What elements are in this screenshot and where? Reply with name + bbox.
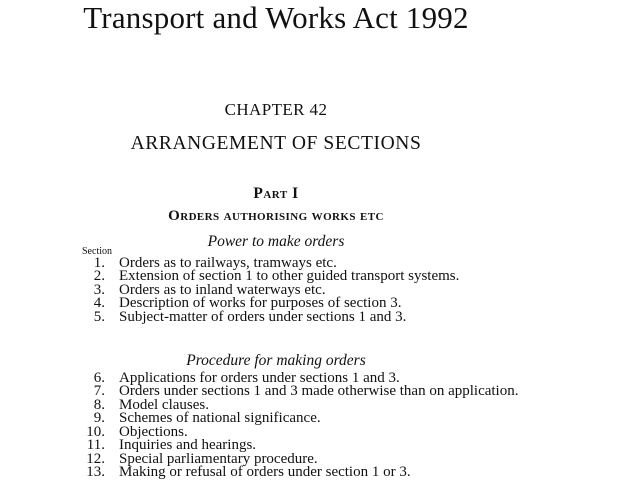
section-number: 6. bbox=[93, 370, 105, 386]
section-title: Model clauses. bbox=[119, 396, 209, 413]
section-title: Orders as to railways, tramways etc. bbox=[119, 255, 337, 271]
section-title: Description of works for purposes of section 3. bbox=[119, 295, 402, 312]
section-title: Orders as to inland waterways etc. bbox=[119, 281, 326, 298]
section-number: 10. bbox=[86, 423, 105, 440]
section-title: Special parliamentary procedure. bbox=[119, 450, 318, 467]
section-list-procedure-for-making-orders bbox=[0, 372, 640, 480]
section-title: Objections. bbox=[119, 423, 188, 440]
section-title: Subject-matter of orders under sections 1 and 3. bbox=[119, 308, 407, 325]
part-1-subject-heading: Orders authorising works etc bbox=[168, 208, 384, 224]
section-list-power-to-make-orders bbox=[0, 257, 640, 324]
section-number: 3. bbox=[93, 281, 105, 298]
section-title: Orders under sections 1 and 3 made otherwise than on application. bbox=[119, 383, 519, 400]
subheading-power-to-make-orders: Power to make orders bbox=[207, 233, 345, 250]
section-number: 11. bbox=[86, 437, 105, 454]
section-number: 9. bbox=[93, 410, 105, 427]
section-title: Inquiries and hearings. bbox=[119, 437, 257, 454]
section-item-5 bbox=[0, 308, 640, 325]
section-number: 1. bbox=[93, 255, 105, 271]
act-title: Transport and Works Act 1992 bbox=[83, 0, 469, 35]
section-column-label: Section bbox=[82, 246, 112, 257]
section-title: Applications for orders under sections 1 and 3. bbox=[119, 370, 400, 386]
part-1-heading: Part I bbox=[253, 185, 299, 202]
section-item-13 bbox=[0, 466, 640, 479]
section-number: 5. bbox=[93, 308, 105, 325]
arrangement-of-sections-heading: ARRANGEMENT OF SECTIONS bbox=[130, 133, 422, 154]
section-number: 13. bbox=[86, 464, 105, 480]
section-number: 12. bbox=[86, 450, 105, 467]
section-number: 7. bbox=[93, 383, 105, 400]
subheading-procedure-for-making-orders: Procedure for making orders bbox=[186, 352, 366, 369]
section-number: 4. bbox=[93, 295, 105, 312]
section-number: 2. bbox=[93, 268, 105, 285]
section-title: Making or refusal of orders under section 1 or 3. bbox=[119, 464, 411, 480]
chapter-heading: CHAPTER 42 bbox=[224, 100, 328, 119]
section-title: Schemes of national significance. bbox=[119, 410, 321, 427]
section-number: 8. bbox=[93, 396, 105, 413]
section-title: Extension of section 1 to other guided transport systems. bbox=[119, 268, 460, 285]
